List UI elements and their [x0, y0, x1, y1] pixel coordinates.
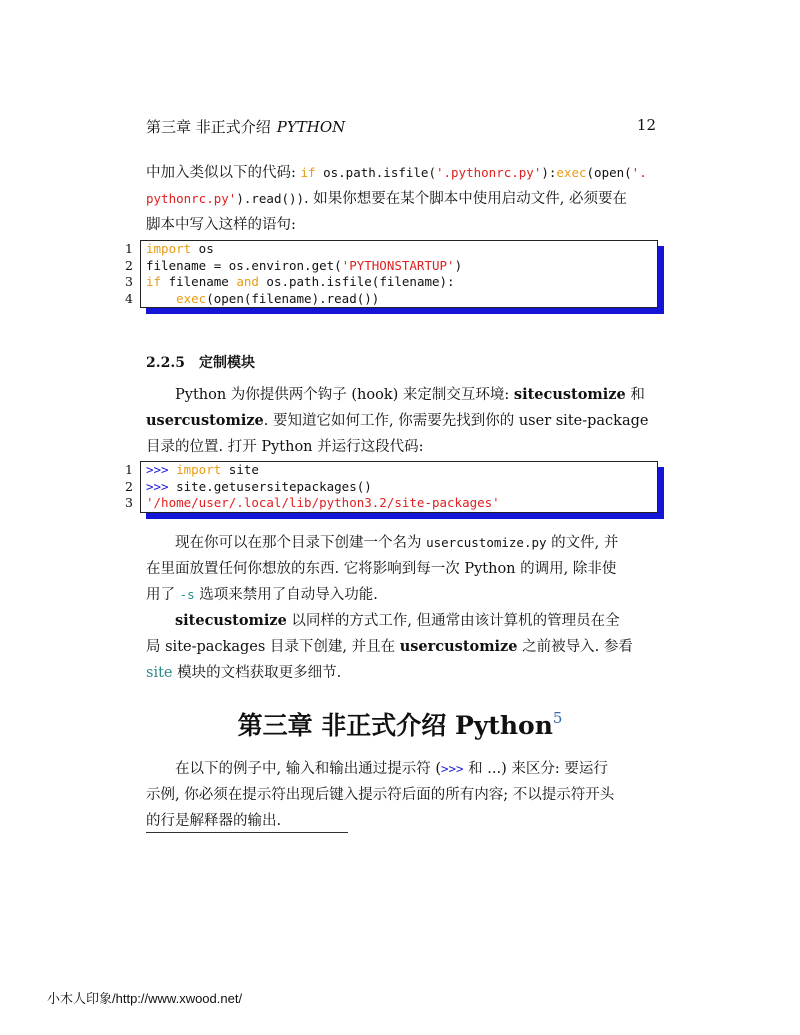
- code-line: 1 >>> import site: [125, 462, 259, 477]
- page-number: 12: [636, 116, 656, 134]
- paragraph-prompts: 在以下的例子中, 输入和输出通过提示符 (>>> 和 ...) 来区分: 要运行 示例, 你必须在提示符出现后键入提示符后面的所有内容; 不以提示符开头 的行是解释器的输出.: [146, 761, 615, 829]
- code-line: 2 filename = os.environ.get('PYTHONSTARTUP'): [125, 257, 463, 273]
- paragraph-startup-file: 中加入类似以下的代码: if os.path.isfile('.pythonrc.py'):exec(open('. pythonrc.py').read()). 如果你想要在某个脚本中使用启动文件, 必须要在 脚本中写入这样的语句:: [146, 165, 647, 233]
- code-line: 3 if filename and os.path.isfile(filename):: [125, 274, 455, 289]
- watermark: 小木人印象/http://www.xwood.net/: [47, 991, 243, 1006]
- paragraph-hooks: Python 为你提供两个钩子 (hook) 来定制交互环境: sitecustomize 和 usercustomize. 要知道它如何工作, 你需要先找到你的 user site-package 目录的位置. 打开 Python 并运行这段代码:: [146, 386, 649, 455]
- site-module-link[interactable]: site: [146, 665, 173, 681]
- chapter-title: 第三章 非正式介绍 Python$^5$: [237, 708, 563, 740]
- paragraph-sitecustomize: sitecustomize 以同样的方式工作, 但通常由该计算机的管理员在全 局 site-packages 目录下创建, 并且在 usercustomize 之前被导入. 参看 site 模块的文档获取更多细节.: [146, 612, 633, 681]
- footnote-rule: [146, 832, 348, 833]
- footnote-mark[interactable]: 5: [552, 708, 563, 727]
- code-line: 4 exec(open(filename).read()): [125, 290, 380, 306]
- code-line: 3 '/home/user/.local/lib/python3.2/site-packages': [125, 495, 500, 510]
- code-block-site: [125, 461, 658, 513]
- code-line: 1 import os: [125, 241, 214, 256]
- section-heading: 2.2.5 定制模块: [146, 355, 255, 371]
- code-block-startup: [125, 240, 658, 308]
- header-chapter: 第三章 非正式介绍 PYTHON: [146, 118, 346, 136]
- running-header: [146, 116, 656, 140]
- code-line: 2 >>> site.getusersitepackages(): [125, 478, 372, 494]
- paragraph-usercustomize: 现在你可以在那个目录下创建一个名为 usercustomize.py 的文件, 并 在里面放置任何你想放的东西. 它将影响到每一次 Python 的调用, 除非使 用了 -s 选项来禁用了自动导入功能.: [146, 535, 619, 603]
